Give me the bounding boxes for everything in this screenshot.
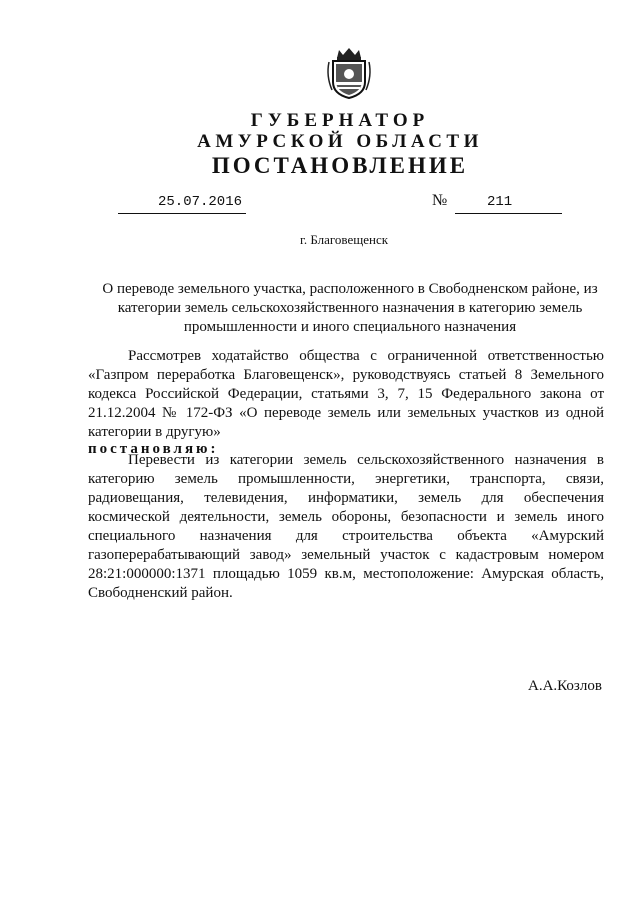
document-title: О переводе земельного участка, расположенного в Свободненском районе, из категории земель сельскохозяйственного назначения в категорию земель промышленности и иного специального назначения <box>102 281 598 335</box>
resolve-word: постановляю: <box>88 441 219 457</box>
number-sign: № <box>432 192 448 209</box>
preamble-text: Рассмотрев ходатайство общества с ограниченной ответственностью «Газпром переработка Благовещенск», руководствуясь статьей 8 Земельного кодекса Российской Федерации, статьями 3, 7, 15 Федерального закона от 21.12.2004 № 172-ФЗ «О переводе земель или земельных участков из одной категории в другую» <box>88 348 604 440</box>
city: г. Благовещенск <box>299 232 389 247</box>
document-date: 25.07.2016 <box>158 194 243 210</box>
preamble <box>88 347 604 442</box>
operative-part <box>88 451 604 603</box>
coat-of-arms-icon <box>325 46 373 100</box>
document-number: 211 <box>487 194 513 210</box>
operative-text: Перевести из категории земель сельскохозяйственного назначения в категорию земель промышленности, энергетики, транспорта, связи, радиовещания, телевидения, информатики, земель для обеспечения космической деятельности, земель обороны, безопасности и земель иного специального назначения для строительства объекта «Амурский газоперерабатывающий завод» земельный участок с кадастровым номером 28:21:000000:1371 площадью 1059 кв.м, местоположение: Амурская область, Свободненский район. <box>88 452 604 601</box>
signature: А.А.Козлов <box>528 678 602 694</box>
issuer-title: ГУБЕРНАТОР <box>250 110 430 131</box>
document-type: ПОСТАНОВЛЕНИЕ <box>211 153 469 178</box>
issuer-region: АМУРСКОЙ ОБЛАСТИ <box>197 131 483 152</box>
